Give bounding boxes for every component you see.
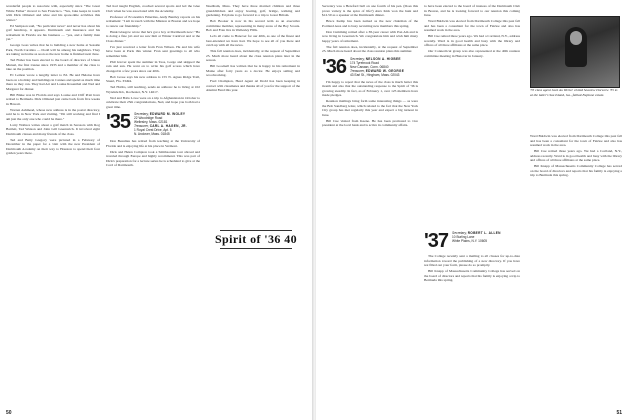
secretary-name: NELSON A. HIGBEE bbox=[365, 56, 401, 61]
paragraph: Ted had taught English, coached several sports and led the Glee Club when he was associated with the Academy. bbox=[106, 4, 200, 13]
class-number: '35 bbox=[106, 111, 131, 133]
paragraph: Bill Cue retired three years ago. We had a Cortland, N.Y., address recently. Ward is in good health and busy with the library and offices of all three affiliates at the same place. bbox=[530, 149, 622, 162]
paragraph: Bill Blake was in Florida and says Louise and Cliff Pratt have retired to Bermuda. Dick Olmsted just came back from five weeks in Hawaii. bbox=[6, 92, 100, 106]
paragraph: Ed Sampson said, "No particular news" and never has about his golf handicap, it appears. Dartmouth and Insurance and his retirement in Florida are his business — "yes, and a family man yet." bbox=[6, 23, 100, 41]
paragraph: to have been elected to the board of trustees of the Dartmouth Club in Boston, and he is looking forward to our reunion this coming June. bbox=[424, 4, 520, 17]
secretary-address: 10 Burling Lane bbox=[452, 235, 475, 239]
treasurer-address: N. Andover, Mass. 01845 bbox=[134, 132, 170, 136]
right-page bbox=[322, 4, 622, 416]
paragraph: Ted Fisher has been elected to the board of directors of Union Mutual, the first trustee since 1935 and a member of the class to take on the position. bbox=[6, 58, 100, 71]
left-page bbox=[6, 4, 306, 416]
paragraph: Bill Cue visited from Keene. He has been promoted to vice president at the local bank and is active in community affairs. bbox=[322, 118, 418, 127]
paragraph: Bill Goodsell has written that he is happy in his retirement in Maine after forty years as a doctor. He enjoys sailing and woodworking. bbox=[206, 64, 300, 77]
secretary-address: New Canaan, Conn. 06840 bbox=[350, 64, 389, 69]
paragraph: Larry Wallace writes about a golf match in Sarasota with Rog Bartlett, Ted Watson and John Gill Greenwich. It involved eight Dartmouth classes and many friends of the class. bbox=[6, 122, 100, 136]
photo-face bbox=[570, 31, 582, 45]
paragraph: Ward Baldwin was elected from Dartmouth College this past fall and has been a consultant for the town of Fairlee and also has resumed work in the area. bbox=[530, 134, 622, 147]
class-secretary-block bbox=[452, 231, 501, 243]
paragraph: Bob Grose says his new address is 155 N. Agnes Ridge Trail, Stuart, Fla. 33494. bbox=[106, 74, 200, 83]
paragraph: Don Beaulieu has retired from teaching at the University of Florida and is enjoying life at his place in Vermont. bbox=[106, 139, 200, 148]
secretary-role: Secretary, bbox=[134, 112, 149, 116]
right-column-3 bbox=[530, 134, 622, 408]
spirit-banner bbox=[214, 228, 298, 251]
secretary-address: 22 Woodridge Road bbox=[134, 116, 163, 120]
treasurer-name: EDWARD W. GEORGE bbox=[365, 68, 405, 73]
paragraph: Don Cumming retired after a 38-year career with Pan Am and is now living in Greenwich. We congratulate him and wish him many happy years of retirement. bbox=[322, 29, 418, 43]
secretary-address: White Plains, N.Y. 10605 bbox=[452, 239, 488, 243]
class-secretary-block bbox=[350, 57, 404, 77]
paragraph: Ward Baldwin was elected from Dartmouth College this past fall and has been a consultant for the town of Fairlee and also has resumed work in the area. bbox=[424, 19, 520, 32]
secretary-address: Wellesley, Mass. 02181 bbox=[134, 120, 168, 124]
treasurer-role: Treasurer, bbox=[350, 68, 365, 73]
paragraph: Let's all come to Hanover for our 40th, as one of the finest and best-attended we have had. We hope to see all of you there and catch up with all the news. bbox=[206, 34, 300, 47]
paragraph: George Goss writes that he is building a new home at Seaside Park, North Carolina — Dodd will be among his neighbors. They are taking welcome as soon as the new home is finished next June. bbox=[6, 43, 100, 56]
banner-title: Spirit of '36 40 bbox=[214, 232, 298, 246]
paragraph: Our Connecticut group was also represented at the 40th reunion committee meeting in Hanover in January. bbox=[424, 49, 520, 58]
paragraph: Ev Lemon wrote a lengthy letter to Ed. He and Heloise have been on a holiday and buildings in Cannes and spend as much time there as they can. They had Art and Louise Rosenthal and Ned and Margaret for dinner. bbox=[6, 73, 100, 91]
paragraph: Reunion mailings bring forth some interesting things — as were the Bob Sandberg letter, which related to the fact that the New York City group has met regularly this year and expect a big turnout in June. bbox=[322, 99, 418, 117]
paragraph: The fall reunion does, incidentally, at the request of September 25. Much more heard about the class reunion plans this summer. bbox=[322, 44, 418, 53]
class-secretary-block bbox=[134, 112, 187, 136]
right-column-2-lower bbox=[424, 228, 520, 408]
treasurer-address: 1 Royal Crest Drive, Apt. 5 bbox=[134, 128, 172, 132]
paragraph: Bob Booker is now in his second term as an executive committee member, representing in many areas of the Boy Scouts. Bob and Fran live in Wellesley Hills. bbox=[206, 19, 300, 32]
paragraph: Phil Glover spent the summer in Taos, Gorge and skipped the rain and sun. He went on to write his golf scores which have changed in a few years since our 40th. bbox=[106, 59, 200, 73]
paragraph: Dick and Helen Compton took a Smithsonian tour abroad and traveled through Europe and highly recommend. This was part of Dick's preparation for a lecture series he is scheduled to give at the Cord of Dartmouth. bbox=[106, 149, 200, 167]
secretary-name: ROBERT L. ALLEN bbox=[467, 231, 501, 235]
secretary-role: Secretary, bbox=[350, 56, 365, 61]
page-number: 50 bbox=[6, 410, 12, 416]
banner-rule bbox=[220, 230, 292, 231]
paragraph: The College recently sent a mailing to all classes for up-to-date information toward the publishing of a new directory. If you have not filled out your form, please do so promptly. bbox=[424, 254, 520, 267]
paragraph: Secretary was a Hereford bull on one fourth of his pen. (Does this prove variety is the spice of life?) Alex Kirk won the hunt and $12.50 as a speaker at the Dartmouth dinner. bbox=[322, 4, 418, 17]
paragraph: Needham, Mass. They have three married children and three grandchildren and enjoy boating, golf, bridge, walking and gardening. Ed plans to go forward to a trip to Great Britain. bbox=[206, 4, 300, 17]
treasurer-role: Treasurer, bbox=[134, 124, 149, 128]
paragraph: Ted and Betty Gregory were pictured in a February of December in the paper for a visit with the new President of Dartmouth Academy on their way to Houston to spend their four golden years there. bbox=[6, 137, 100, 155]
right-column-1 bbox=[322, 4, 418, 408]
paragraph: wonderful people to associate with, especially since "The Great White Father" moved to San Francisco. "Yes, Jake keeps in touch with Dick Olmsted and wine and his spare-time activities this winter." bbox=[6, 4, 100, 22]
secretary-name: EDWARD M. WOLEY bbox=[149, 112, 186, 116]
left-column-1 bbox=[6, 4, 100, 408]
paragraph: Ted Hobbs, still teaching, sends an address: he is living at 102 Wyndale Rd., Rochester, N.Y. 14617. bbox=[106, 85, 200, 94]
paragraph: Bill Knapp of Massachusetts Community College has served on the board of directors and reports that his family is enjoying a trip to Bermuda this spring. bbox=[530, 164, 622, 177]
photo-caption: '35 class agent Jack Au Werter visited Seaview Dorsorw '35 to at the latter's Sea Island, Ga., fabled-Neptune estate. bbox=[530, 88, 618, 97]
banner-rule bbox=[220, 248, 292, 249]
secretary-address: 174 Tyrebrook Road bbox=[350, 60, 379, 65]
class-35-heading bbox=[106, 112, 200, 136]
class-agent-photo bbox=[530, 16, 620, 88]
paragraph: I've just received a letter from Fran Wilson. He and his wife have been at Paris this winter. Fran sent greetings to all who remember him. bbox=[106, 44, 200, 58]
paragraph: Bruce Kemp has been named as the new chairman of the Portland Area and is busy recruiting new members this spring. bbox=[322, 19, 418, 28]
paragraph: This fall reunion does, incidentally, at the request of September 25. Much more heard about the class reunion plans later in the season. bbox=[206, 49, 300, 62]
class-36-heading bbox=[322, 57, 418, 77]
treasurer-name: CARL A. HAGEN, JR. bbox=[149, 124, 187, 128]
paragraph: Bill Knapp of Massachusetts Community College has served on the board of directors and reports that his family is enjoying a trip to Bermuda this spring. bbox=[424, 269, 520, 282]
paragraph: Professor of Economics Emeritus, Andy Bentley reports on his retirement: "I am in touch with the Mission at Boston and we hope to renew our friendship." bbox=[106, 14, 200, 28]
paragraph: Warren Ashmead, whose new address is in the postal directory, said he is in New York and visiting. "I'm still working and find I am just the only one who could be there." bbox=[6, 107, 100, 121]
right-column-2 bbox=[424, 4, 520, 224]
class-number: '37 bbox=[424, 230, 449, 252]
left-column-2 bbox=[106, 4, 200, 408]
page-number: 51 bbox=[616, 410, 622, 416]
paragraph: Bill Cue retired three years ago. We had a Cortland, N.Y., address recently. Ward is in good health and busy with the library and offices of all three affiliates at the same place. bbox=[424, 34, 520, 47]
treasurer-address: 43 Earl St., Hingham, Mass. 02043 bbox=[350, 72, 400, 77]
class-37-heading bbox=[424, 231, 520, 251]
secretary-role: Secretary, bbox=[452, 231, 467, 235]
left-column-3 bbox=[206, 4, 300, 224]
page-gutter bbox=[312, 0, 316, 420]
class-number: '36 bbox=[322, 55, 347, 78]
paragraph: I'm happy to report that the news of the class is much better this month and also that the outstanding response to the Spirit of '36 is growing steadily. In fact, as of February 1, over 125 members have made pledges. bbox=[322, 79, 418, 97]
paragraph: Hank Glasgow wrote that he's got a boy at Dartmouth now: "He is doing a fine job and we saw him at Winter Carnival and at the Class dinner." bbox=[106, 29, 200, 43]
paragraph: Ned and Babs Lowe were on a trip to Afghanistan in October to celebrate their 25th congratulations, Ned, and hope you both had a great time. bbox=[106, 95, 200, 109]
paragraph: Fred Champion, Head Agent Al Dodd has been keeping in contact with classmates and thanks all of you for the support of the Alumni Fund this year. bbox=[206, 79, 300, 92]
